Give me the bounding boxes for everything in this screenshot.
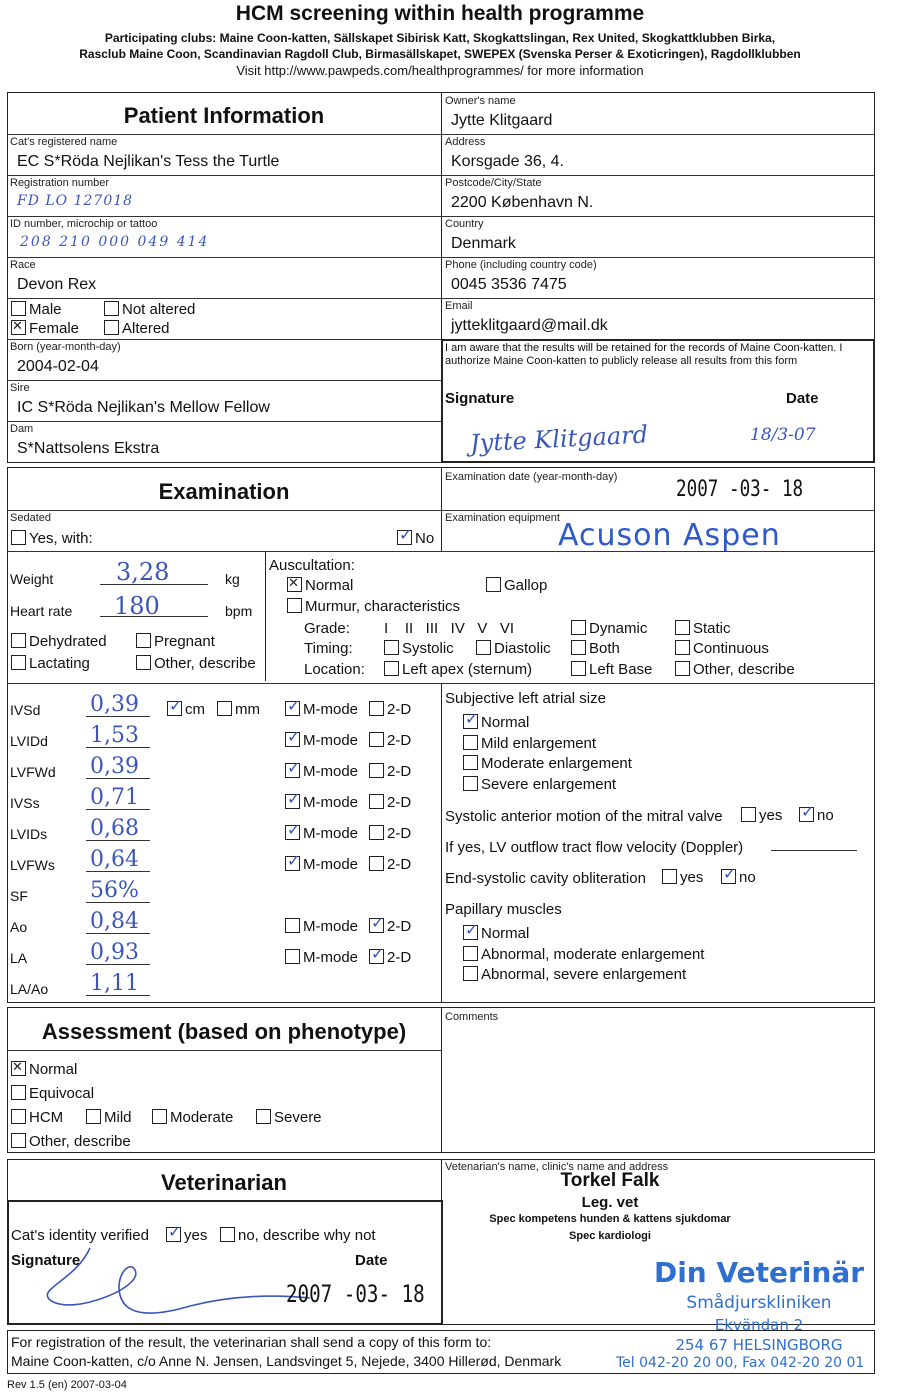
dehydrated-option[interactable]: Dehydrated bbox=[11, 633, 107, 650]
measurement-label: LA bbox=[10, 950, 28, 966]
measurement-label: LVIDd bbox=[10, 733, 48, 749]
moderate-checkbox[interactable] bbox=[152, 1109, 167, 1124]
owner-name[interactable]: Jytte Klitgaard bbox=[451, 112, 553, 129]
female-checkbox[interactable] bbox=[11, 320, 26, 335]
id-label: ID number, microchip or tattoo bbox=[10, 218, 158, 230]
clinic-city: 254 67 HELSINGBORG bbox=[675, 1336, 843, 1354]
hcm-option[interactable]: HCM bbox=[11, 1109, 63, 1126]
diastolic-checkbox[interactable] bbox=[476, 640, 491, 655]
mmode-option[interactable]: ✓ M-mode bbox=[285, 825, 358, 842]
hcm-checkbox[interactable] bbox=[11, 1109, 26, 1124]
auscultation-label: Auscultation: bbox=[269, 557, 355, 574]
continuous-option[interactable]: Continuous bbox=[675, 640, 769, 657]
twod-option[interactable]: 2-D bbox=[369, 732, 411, 749]
patient-heading: Patient Information bbox=[123, 103, 325, 128]
phone-label: Phone (including country code) bbox=[445, 259, 597, 271]
bpm-unit: bpm bbox=[225, 603, 253, 619]
severe-option[interactable]: Severe bbox=[256, 1109, 322, 1126]
mmode-option[interactable]: ✓ M-mode bbox=[285, 732, 358, 749]
measurement-label: IVSd bbox=[10, 702, 41, 718]
papillary-label: Papillary muscles bbox=[445, 901, 562, 918]
equivocal-option[interactable]: Equivocal bbox=[11, 1085, 94, 1102]
vet-spec-1: Spec kompetens hunden & kattens sjukdomar bbox=[489, 1213, 731, 1225]
measurement-value[interactable]: 56% bbox=[90, 878, 139, 903]
clinic-phone: Tel 042-20 20 00, Fax 042-20 20 01 bbox=[616, 1355, 865, 1371]
assessment-normal-checkbox[interactable] bbox=[11, 1061, 26, 1076]
papillary-moderate-checkbox[interactable] bbox=[463, 946, 478, 961]
owner-date[interactable]: 18/3-07 bbox=[750, 425, 816, 445]
twod-option[interactable]: 2-D bbox=[369, 763, 411, 780]
sire-value[interactable]: IC S*Röda Nejlikan's Mellow Fellow bbox=[17, 399, 270, 416]
atrial-moderate-option[interactable]: Moderate enlargement bbox=[463, 755, 632, 772]
owner-signature[interactable]: Jytte Klitgaard bbox=[469, 420, 649, 458]
sam-yes-checkbox[interactable] bbox=[741, 807, 756, 822]
consent-text: I am aware that the results will be retained for the records of Maine Coon-katten. I authorize Maine Coon-katten to publicly release all results from this form bbox=[445, 342, 843, 367]
identity-no-option[interactable]: no, describe why not bbox=[220, 1227, 376, 1244]
postcode-value[interactable]: 2200 København N. bbox=[451, 194, 594, 211]
measurement-value[interactable]: 1,11 bbox=[90, 971, 139, 996]
esco-yes-option[interactable]: yes bbox=[662, 869, 703, 886]
papillary-severe-checkbox[interactable] bbox=[463, 966, 478, 981]
footer-line-1: For registration of the result, the veterinarian shall send a copy of this form to: bbox=[11, 1334, 492, 1350]
papillary-normal-checkbox[interactable] bbox=[463, 925, 478, 940]
atrial-mild-checkbox[interactable] bbox=[463, 735, 478, 750]
altered-checkbox[interactable] bbox=[104, 320, 119, 335]
microchip-number[interactable]: 208 210 000 049 414 bbox=[20, 234, 210, 250]
twod-checkbox[interactable] bbox=[369, 794, 384, 809]
born-value[interactable]: 2004-02-04 bbox=[17, 358, 99, 375]
mmode-checkbox[interactable] bbox=[285, 732, 300, 747]
twod-checkbox[interactable] bbox=[369, 856, 384, 871]
measurement-label: SF bbox=[10, 888, 28, 904]
revision-note: Rev 1.5 (en) 2007-03-04 bbox=[7, 1379, 127, 1391]
measurement-value[interactable]: 0,68 bbox=[90, 816, 139, 841]
measurement-label: LVFWd bbox=[10, 764, 56, 780]
dam-value[interactable]: S*Nattsolens Ekstra bbox=[17, 440, 160, 457]
twod-option[interactable]: 2-D bbox=[369, 825, 411, 842]
esco-no-option[interactable]: ✓ no bbox=[721, 869, 756, 886]
atrial-normal-checkbox[interactable] bbox=[463, 714, 478, 729]
diastolic-option[interactable]: Diastolic bbox=[476, 640, 551, 657]
comments-label: Comments bbox=[445, 1011, 499, 1023]
email-value[interactable]: jytteklitgaard@mail.dk bbox=[451, 317, 608, 334]
pregnant-option[interactable]: Pregnant bbox=[136, 633, 215, 650]
mmode-checkbox[interactable] bbox=[285, 825, 300, 840]
equivocal-checkbox[interactable] bbox=[11, 1085, 26, 1100]
cat-name[interactable]: EC S*Röda Nejlikan's Tess the Turtle bbox=[17, 153, 280, 170]
mmode-option[interactable]: ✓ M-mode bbox=[285, 794, 358, 811]
systolic-checkbox[interactable] bbox=[384, 640, 399, 655]
papillary-moderate-option[interactable]: Abnormal, moderate enlargement bbox=[463, 946, 704, 963]
heart-rate-label: Heart rate bbox=[10, 603, 73, 619]
papillary-severe-option[interactable]: Abnormal, severe enlargement bbox=[463, 966, 686, 983]
mmode-option[interactable]: ✓ M-mode bbox=[285, 763, 358, 780]
exam-date[interactable]: 2007 -03- 18 bbox=[676, 477, 804, 502]
male-checkbox[interactable] bbox=[11, 301, 26, 316]
weight-label: Weight bbox=[10, 571, 54, 587]
mmode-checkbox[interactable] bbox=[285, 949, 300, 964]
murmur-option[interactable]: Murmur, characteristics bbox=[287, 598, 460, 615]
twod-checkbox[interactable] bbox=[369, 825, 384, 840]
left-apex-option[interactable]: Left apex (sternum) bbox=[384, 661, 532, 678]
continuous-checkbox[interactable] bbox=[675, 640, 690, 655]
twod-checkbox[interactable] bbox=[369, 732, 384, 747]
esco-no-checkbox[interactable] bbox=[721, 869, 736, 884]
moderate-option[interactable]: Moderate bbox=[152, 1109, 233, 1126]
twod-option[interactable]: 2-D bbox=[369, 794, 411, 811]
mmode-checkbox[interactable] bbox=[285, 794, 300, 809]
gallop-checkbox[interactable] bbox=[486, 577, 501, 592]
sedated-no-option[interactable]: ✓ No bbox=[397, 530, 434, 547]
sam-label: Systolic anterior motion of the mitral valve bbox=[445, 808, 723, 825]
address-value[interactable]: Korsgade 36, 4. bbox=[451, 153, 564, 170]
murmur-checkbox[interactable] bbox=[287, 598, 302, 613]
equipment-label: Examination equipment bbox=[445, 512, 560, 524]
measurement-label: Ao bbox=[10, 919, 28, 935]
name-label: Cat's registered name bbox=[10, 136, 118, 148]
heart-rate-value[interactable]: 180 bbox=[114, 592, 160, 620]
measurement-value[interactable]: 0,84 bbox=[90, 909, 139, 934]
location-label: Location: bbox=[304, 661, 365, 678]
other-assessment-checkbox[interactable] bbox=[11, 1133, 26, 1148]
vet-date-label: Date bbox=[355, 1252, 388, 1269]
atrial-mild-option[interactable]: Mild enlargement bbox=[463, 735, 596, 752]
country-label: Country bbox=[445, 218, 484, 230]
other-location-checkbox[interactable] bbox=[675, 661, 690, 676]
vet-date[interactable]: 2007 -03- 18 bbox=[286, 1280, 425, 1308]
owner-signature-label: Signature bbox=[445, 390, 515, 407]
other-location-option[interactable]: Other, describe bbox=[675, 661, 795, 678]
mm-option[interactable]: mm bbox=[217, 701, 260, 718]
esco-yes-checkbox[interactable] bbox=[662, 869, 677, 884]
registration-number[interactable]: FD LO 127018 bbox=[17, 193, 134, 209]
lactating-checkbox[interactable] bbox=[11, 655, 26, 670]
atrial-normal-option[interactable]: ✓Normal bbox=[463, 714, 529, 731]
vet-name: Torkel Falk bbox=[560, 1170, 660, 1191]
papillary-normal-option[interactable]: ✓Normal bbox=[463, 925, 529, 942]
other-assessment-option[interactable]: Other, describe bbox=[11, 1133, 131, 1150]
born-label: Born (year-month-day) bbox=[10, 341, 121, 353]
clinic-name: Din Veterinär bbox=[653, 1256, 865, 1289]
veterinarian-heading: Veterinarian bbox=[161, 1170, 287, 1195]
exam-date-label: Examination date (year-month-day) bbox=[445, 471, 618, 483]
visit-link[interactable]: Visit http://www.pawpeds.com/healthprogrammes/ for more information bbox=[236, 63, 644, 78]
dynamic-checkbox[interactable] bbox=[571, 620, 586, 635]
twod-option[interactable]: ✓ 2-D bbox=[369, 949, 411, 966]
sam-yes-option[interactable]: yes bbox=[741, 807, 782, 824]
dehydrated-checkbox[interactable] bbox=[11, 633, 26, 648]
mmode-option[interactable]: M-mode bbox=[285, 949, 358, 966]
clinic-subtitle: Smådjurskliniken bbox=[686, 1293, 832, 1313]
country-value[interactable]: Denmark bbox=[451, 235, 516, 252]
mmode-option[interactable]: ✓ M-mode bbox=[285, 701, 358, 718]
twod-checkbox[interactable] bbox=[369, 949, 384, 964]
assessment-normal-option[interactable]: ✕Normal bbox=[11, 1061, 77, 1078]
mmode-option[interactable]: M-mode bbox=[285, 918, 358, 935]
clinic-street: Ekvändan 2 bbox=[714, 1316, 804, 1334]
vet-title: Leg. vet bbox=[581, 1194, 639, 1211]
female-option[interactable]: ✕Female bbox=[11, 320, 79, 337]
email-label: Email bbox=[445, 300, 473, 312]
lvot-label: If yes, LV outflow tract flow velocity (Doppler) bbox=[445, 839, 744, 856]
pregnant-checkbox[interactable] bbox=[136, 633, 151, 648]
both-option[interactable]: Both bbox=[571, 640, 620, 657]
atrial-moderate-checkbox[interactable] bbox=[463, 755, 478, 770]
mm-checkbox[interactable] bbox=[217, 701, 232, 716]
measurement-label: LVFWs bbox=[10, 857, 55, 873]
examination-heading: Examination bbox=[158, 479, 290, 504]
measurement-value[interactable]: 0,71 bbox=[90, 785, 139, 810]
dam-label: Dam bbox=[10, 423, 34, 435]
mild-checkbox[interactable] bbox=[86, 1109, 101, 1124]
twod-option[interactable]: 2-D bbox=[369, 856, 411, 873]
owner-name-label: Owner's name bbox=[445, 95, 516, 107]
identity-yes-option[interactable]: ✓ yes bbox=[166, 1227, 207, 1244]
vet-info-label: Vetenarian's name, clinic's name and address bbox=[445, 1161, 669, 1173]
vet-spec-2: Spec kardiologi bbox=[569, 1230, 651, 1242]
form-title: HCM screening within health programme bbox=[235, 2, 645, 25]
severe-checkbox[interactable] bbox=[256, 1109, 271, 1124]
static-checkbox[interactable] bbox=[675, 620, 690, 635]
twod-option[interactable]: 2-D bbox=[369, 701, 411, 718]
sam-no-option[interactable]: ✓ no bbox=[799, 807, 834, 824]
twod-checkbox[interactable] bbox=[369, 763, 384, 778]
cm-option[interactable]: ✓cm bbox=[167, 701, 205, 718]
sedated-label: Sedated bbox=[10, 512, 51, 524]
footer-line-2: Maine Coon-katten, c/o Anne N. Jensen, Landsvinget 5, Nejede, 3400 Hillerød, Denmark bbox=[11, 1353, 562, 1369]
kg-unit: kg bbox=[225, 571, 240, 587]
dynamic-option[interactable]: Dynamic bbox=[571, 620, 647, 637]
owner-date-label: Date bbox=[786, 390, 819, 407]
race-value[interactable]: Devon Rex bbox=[17, 276, 97, 293]
male-option[interactable]: Male bbox=[11, 301, 62, 318]
left-apex-checkbox[interactable] bbox=[384, 661, 399, 676]
mmode-checkbox[interactable] bbox=[285, 701, 300, 716]
not-altered-checkbox[interactable] bbox=[104, 301, 119, 316]
twod-checkbox[interactable] bbox=[369, 918, 384, 933]
clubs-line-1: Participating clubs: Maine Coon-katten, Sällskapet Sibirisk Katt, Skogkattslingan, Rex United, Skogkattklubben Birka, bbox=[104, 31, 776, 45]
identity-verified-label: Cat's identity verified bbox=[11, 1227, 149, 1244]
mmode-checkbox[interactable] bbox=[285, 856, 300, 871]
esco-label: End-systolic cavity obliteration bbox=[445, 870, 646, 887]
mild-option[interactable]: Mild bbox=[86, 1109, 132, 1126]
left-base-option[interactable]: Left Base bbox=[571, 661, 652, 678]
not-altered-option[interactable]: Not altered bbox=[104, 301, 195, 318]
measurement-value[interactable]: 1,53 bbox=[90, 723, 139, 748]
other-condition-option[interactable]: Other, describe bbox=[136, 655, 256, 672]
sedated-yes-checkbox[interactable] bbox=[11, 530, 26, 545]
sire-label: Sire bbox=[10, 382, 30, 394]
assessment-heading: Assessment (based on phenotype) bbox=[41, 1019, 407, 1044]
vet-signature-label: Signature bbox=[11, 1252, 81, 1269]
reg-label: Registration number bbox=[10, 177, 110, 189]
grade-scale: I II III IV V VI bbox=[384, 620, 515, 637]
weight-value[interactable]: 3,28 bbox=[116, 558, 170, 586]
measurement-label: IVSs bbox=[10, 795, 40, 811]
other-condition-checkbox[interactable] bbox=[136, 655, 151, 670]
sedated-no-checkbox[interactable] bbox=[397, 530, 412, 545]
race-label: Race bbox=[10, 259, 36, 271]
measurement-value[interactable]: 0,39 bbox=[90, 754, 139, 779]
sam-no-checkbox[interactable] bbox=[799, 807, 814, 822]
phone-value[interactable]: 0045 3536 7475 bbox=[451, 276, 567, 293]
gallop-option[interactable]: Gallop bbox=[486, 577, 547, 594]
lactating-option[interactable]: Lactating bbox=[11, 655, 90, 672]
measurement-label: LA/Ao bbox=[10, 981, 49, 997]
systolic-option[interactable]: Systolic bbox=[384, 640, 454, 657]
both-checkbox[interactable] bbox=[571, 640, 586, 655]
auscultation-normal-checkbox[interactable] bbox=[287, 577, 302, 592]
measurement-label: LVIDs bbox=[10, 826, 48, 842]
sedated-yes-option[interactable]: Yes, with: bbox=[11, 530, 93, 547]
twod-checkbox[interactable] bbox=[369, 701, 384, 716]
atrial-severe-option[interactable]: Severe enlargement bbox=[463, 776, 616, 793]
auscultation-normal-option[interactable]: ✕Normal bbox=[287, 577, 353, 594]
twod-option[interactable]: ✓ 2-D bbox=[369, 918, 411, 935]
altered-option[interactable]: Altered bbox=[104, 320, 170, 337]
equipment-value[interactable]: Acuson Aspen bbox=[558, 518, 781, 553]
left-base-checkbox[interactable] bbox=[571, 661, 586, 676]
measurement-value[interactable]: 0,93 bbox=[90, 940, 139, 965]
clubs-line-2: Rasclub Maine Coon, Scandinavian Ragdoll Club, Birmasällskapet, SWEPEX (Svenska Perser & Exoticringen), Ragdollklubben bbox=[79, 47, 801, 61]
measurement-value[interactable]: 0,39 bbox=[90, 692, 139, 717]
mmode-option[interactable]: ✓ M-mode bbox=[285, 856, 358, 873]
atrial-size-label: Subjective left atrial size bbox=[445, 690, 606, 707]
measurement-value[interactable]: 0,64 bbox=[90, 847, 139, 872]
mmode-checkbox[interactable] bbox=[285, 918, 300, 933]
vet-signature[interactable] bbox=[20, 1240, 320, 1322]
timing-label: Timing: bbox=[304, 640, 353, 657]
mmode-checkbox[interactable] bbox=[285, 763, 300, 778]
static-option[interactable]: Static bbox=[675, 620, 731, 637]
address-label: Address bbox=[445, 136, 486, 148]
postcode-label: Postcode/City/State bbox=[445, 177, 542, 189]
grade-label: Grade: bbox=[304, 620, 350, 637]
atrial-severe-checkbox[interactable] bbox=[463, 776, 478, 791]
cm-checkbox[interactable] bbox=[167, 701, 182, 716]
